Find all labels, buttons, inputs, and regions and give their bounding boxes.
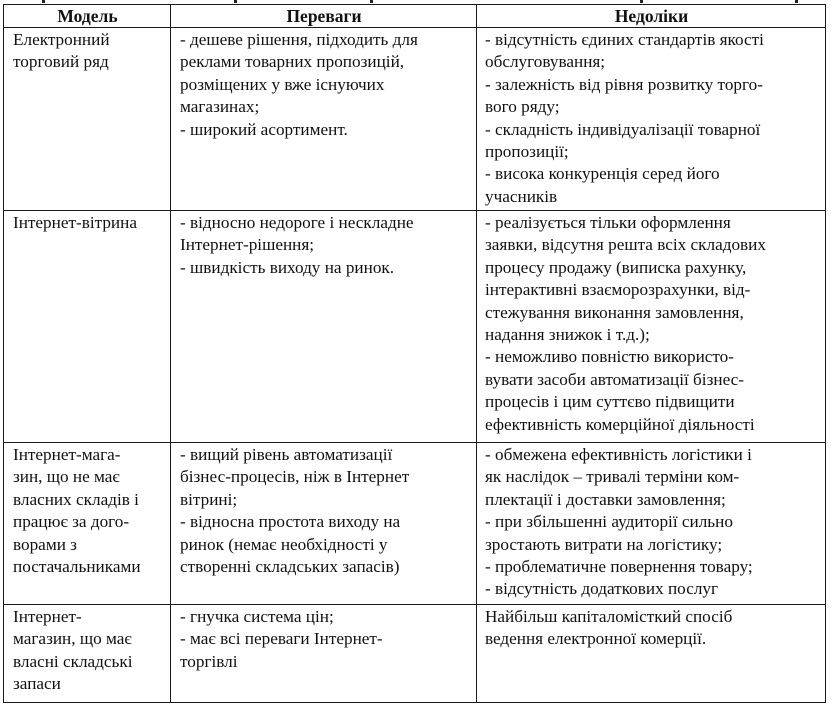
model-line: запаси	[13, 674, 61, 694]
model-cell	[4, 605, 171, 703]
disadvantage-line: обслуговування;	[485, 52, 606, 72]
model-cell	[4, 443, 171, 605]
advantage-line: магазинах;	[180, 97, 260, 117]
table-row-internet-showcase	[4, 211, 826, 443]
disadvantage-line: ефективність комерційної діяльності	[485, 414, 755, 434]
advantage-line: Інтернет-рішення;	[180, 235, 315, 255]
model-line: зин, що не має	[13, 467, 120, 487]
cropped-glyph-descender	[42, 0, 45, 3]
table-row-internet-store-no-warehouse	[4, 443, 826, 605]
model-line: власні складські	[13, 651, 133, 671]
disadvantage-line: надання знижок і т.д.);	[485, 325, 650, 345]
model-line: торговий ряд	[13, 52, 109, 72]
disadvantage-line: процесу продажу (виписка рахунку,	[485, 257, 747, 277]
cropped-glyph-descender	[370, 0, 373, 3]
disadvantages-cell	[477, 28, 826, 211]
advantage-line: - вищий рівень автоматизації	[180, 445, 393, 464]
disadvantage-line: - залежність від рівня розвитку торго-	[485, 74, 763, 94]
disadvantage-line: процесів і цим суттєво підвищити	[485, 392, 735, 412]
disadvantage-line: зростають витрати на логістику;	[485, 534, 723, 554]
disadvantage-line: - обмежена ефективність логістики і	[485, 445, 752, 464]
disadvantage-line: вувати засоби автоматизації бізнес-	[485, 369, 744, 389]
header-row	[4, 5, 826, 28]
disadvantage-line: плектації і доставки замовлення;	[485, 489, 726, 509]
advantage-line: бізнес-процесів, ніж в Інтернет	[180, 467, 410, 487]
table-row-internet-store-own-warehouse	[4, 605, 826, 703]
header-model: Модель	[4, 5, 171, 28]
advantage-line: - дешеве рішення, підходить для	[180, 30, 418, 49]
disadvantage-line: інтерактивні взаєморозрахунки, від-	[485, 280, 751, 300]
disadvantage-line: - відсутність єдиних стандартів якості	[485, 30, 764, 49]
model-line: постачальниками	[13, 557, 141, 577]
disadvantage-line: стежування виконання замовлення,	[485, 302, 744, 322]
disadvantage-line: - відсутність додаткових послуг	[485, 579, 719, 599]
disadvantage-line: - при збільшенні аудиторії сильно	[485, 512, 733, 532]
disadvantage-line: - неможливо повністю використо-	[485, 347, 734, 367]
disadvantage-line: - складність індивідуалізації товарної	[485, 119, 761, 139]
disadvantage-line: заявки, відсутня решта всіх складових	[485, 235, 766, 255]
advantage-line: реклами товарних пропозицій,	[180, 52, 405, 72]
disadvantage-line: як наслідок – тривалі терміни ком-	[485, 467, 740, 487]
advantage-line: - швидкість виходу на ринок.	[180, 257, 395, 277]
header-disadvantages: Недоліки	[477, 5, 826, 28]
cropped-glyph-descender	[795, 0, 798, 3]
advantages-cell	[171, 28, 477, 211]
model-line: власних складів і	[13, 489, 139, 509]
disadvantage-line: пропозиції;	[485, 142, 569, 162]
advantage-line: - відносно недороге і нескладне	[180, 213, 414, 232]
advantage-line: - гнучка система цін;	[180, 607, 334, 626]
disadvantage-line: - проблематичне повернення товару;	[485, 557, 753, 577]
advantage-line: створенні складських запасів)	[180, 557, 400, 577]
disadvantages-cell	[477, 605, 826, 703]
advantage-line: розміщених у вже існуючих	[180, 74, 385, 94]
disadvantage-line: Найбільш капіталомісткий спосіб	[485, 607, 733, 626]
ecommerce-models-comparison-table	[3, 4, 826, 703]
advantages-cell	[171, 443, 477, 605]
advantage-line: - широкий асортимент.	[180, 119, 348, 139]
table-row-electronic-trade-row	[4, 28, 826, 211]
model-line: Інтернет-	[13, 607, 82, 626]
cropped-glyph-descender	[640, 0, 643, 3]
cropped-glyph-descender	[234, 0, 237, 3]
model-line: Інтернет-мага-	[13, 445, 121, 464]
disadvantage-line: - висока конкуренція серед його	[485, 164, 720, 184]
model-cell	[4, 28, 171, 211]
disadvantage-line: ведення електронної комерції.	[485, 629, 707, 649]
disadvantage-line: учасників	[485, 186, 558, 206]
model-line: Інтернет-вітрина	[13, 213, 137, 232]
advantage-line: вітрині;	[180, 489, 238, 509]
disadvantages-cell	[477, 443, 826, 605]
model-line: магазин, що має	[13, 629, 132, 649]
advantage-line: ринок (немає необхідності у	[180, 534, 388, 554]
model-cell	[4, 211, 171, 443]
advantage-line: торгівлі	[180, 651, 238, 671]
disadvantage-line: - реалізується тільки оформлення	[485, 213, 731, 232]
disadvantage-line: вого ряду;	[485, 97, 560, 117]
model-line: Електронний	[13, 30, 110, 49]
header-advantages: Переваги	[171, 5, 477, 28]
advantages-cell	[171, 605, 477, 703]
model-line: ворами з	[13, 534, 77, 554]
model-line: працює за дого-	[13, 512, 130, 532]
advantage-line: - відносна простота виходу на	[180, 512, 401, 532]
advantages-cell	[171, 211, 477, 443]
advantage-line: - має всі переваги Інтернет-	[180, 629, 383, 649]
disadvantages-cell	[477, 211, 826, 443]
